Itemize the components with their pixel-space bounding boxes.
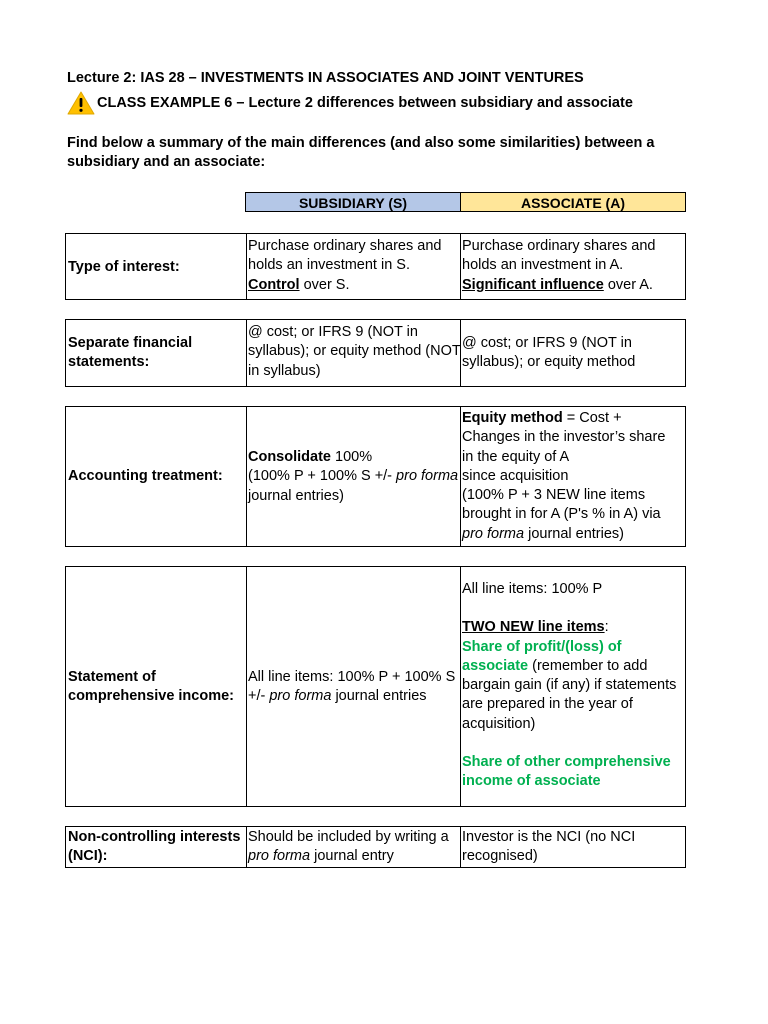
associate-cell: Equity method = Cost + Changes in the investor’s share in the equity of A since acquisition (100% P + 3 NEW line items brought in for A (P's % in A) via pro forma journal entries) [462, 410, 666, 542]
subsidiary-cell: @ cost; or IFRS 9 (NOT in syllabus); or equity method (NOT in syllabus) [248, 324, 461, 379]
page-title: Lecture 2: IAS 28 – INVESTMENTS IN ASSOCIATES AND JOINT VENTURES [67, 70, 584, 86]
row-label: Accounting treatment: [68, 468, 223, 484]
row-statement-of-comprehensive-income [65, 566, 686, 807]
row-non-controlling-interests [65, 826, 686, 868]
intro-paragraph: Find below a summary of the main differences (and also some similarities) between a subsidiary and an associate: [67, 135, 655, 170]
associate-cell: Investor is the NCI (no NCI recognised) [462, 829, 636, 865]
row-type-of-interest [65, 233, 686, 300]
subsidiary-cell: Purchase ordinary shares and holds an investment in S. Control over S. [248, 238, 442, 293]
subsidiary-column-header: SUBSIDIARY (S) [245, 192, 461, 212]
row-label: Type of interest: [68, 259, 180, 275]
associate-cell: @ cost; or IFRS 9 (NOT in syllabus); or equity method [462, 335, 636, 371]
subsidiary-cell: All line items: 100% P + 100% S +/- pro forma journal entries [248, 669, 456, 705]
associate-column-header: ASSOCIATE (A) [460, 192, 686, 212]
associate-cell: All line items: 100% P TWO NEW line items: Share of profit/(loss) of associate (remember to add bargain gain (if any) if statements are prepared in the year of acquisition) Share of other comprehensive income of associate [462, 581, 677, 790]
row-separate-financial-statements [65, 319, 686, 387]
row-label: Statement of comprehensive income: [68, 669, 234, 705]
row-accounting-treatment [65, 406, 686, 547]
warning-icon [67, 91, 95, 115]
subtitle-text: CLASS EXAMPLE 6 – Lecture 2 differences between subsidiary and associate [97, 95, 633, 111]
subsidiary-cell: Should be included by writing a pro forma journal entry [248, 829, 449, 865]
row-label: Separate financial statements: [68, 335, 193, 371]
row-label: Non-controlling interests (NCI): [68, 829, 241, 865]
subsidiary-cell: Consolidate 100% (100% P + 100% S +/- pro forma journal entries) [248, 449, 459, 504]
class-example-heading [67, 91, 633, 115]
associate-cell: Purchase ordinary shares and holds an investment in A. Significant influence over A. [462, 238, 656, 293]
